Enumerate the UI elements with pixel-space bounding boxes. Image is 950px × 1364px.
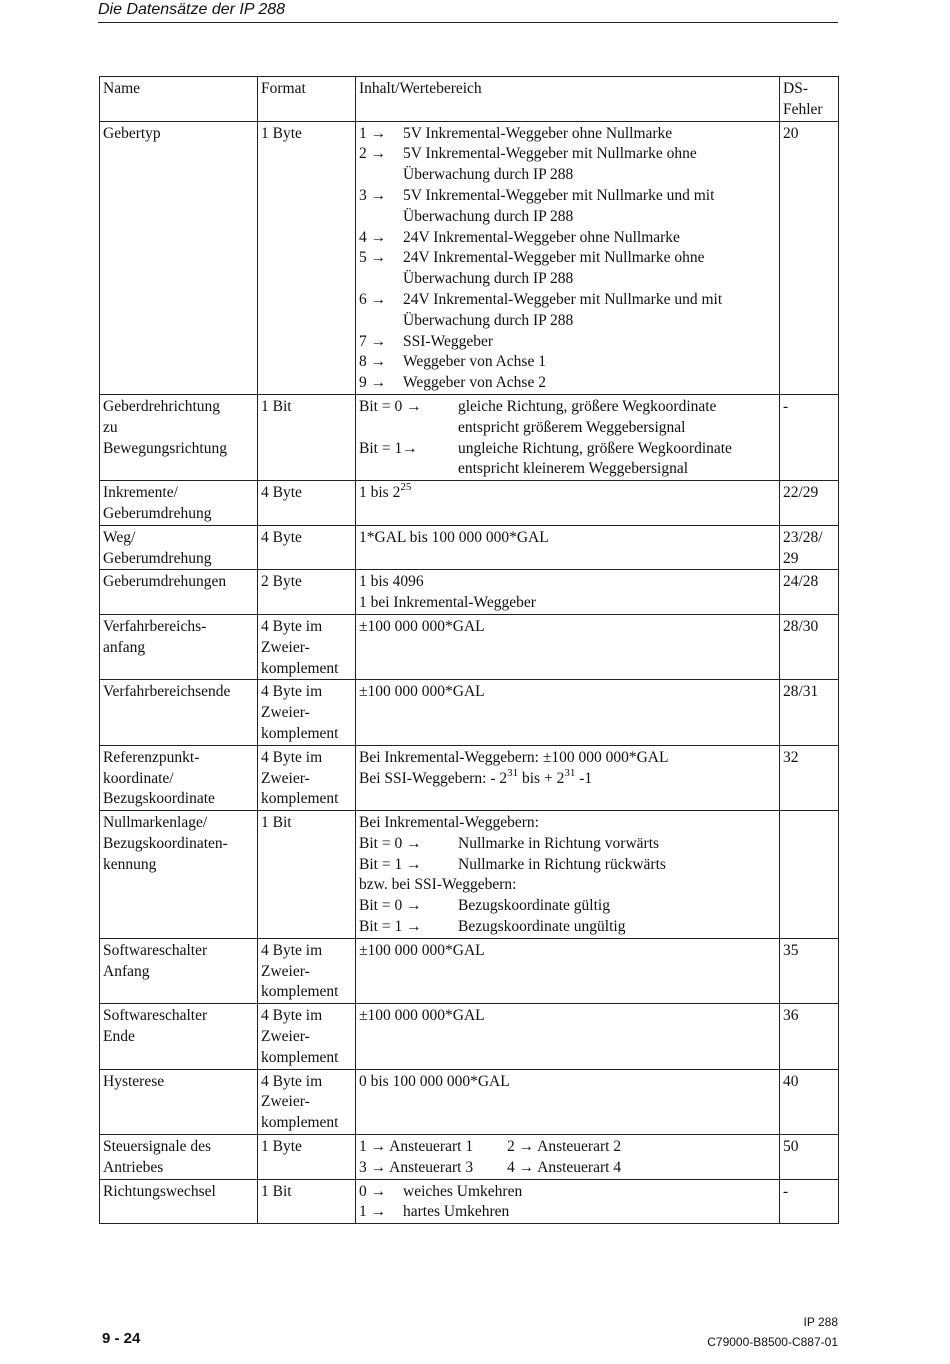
cell-format: 4 Byte im Zweier- komplement (258, 1004, 356, 1069)
table-row (100, 1069, 839, 1134)
table-row (100, 481, 839, 526)
cell-format: 4 Byte im Zweier- komplement (258, 614, 356, 679)
header-rule (98, 22, 838, 23)
footer-doc-number: C79000-B8500-C887-01 (707, 1335, 838, 1349)
column-header-ds-error (780, 77, 839, 122)
cell-name: Geberumdrehungen (100, 570, 258, 615)
cell-format: 1 Byte (258, 121, 356, 394)
cell-content: 1 → 5V Inkremental-Weggeber ohne Nullmarke 2 → 5V Inkremental-Weggeber mit Nullmarke ohne Überwachung durch IP 288 3 → 5V Inkremental-Weggeber mit Nullmarke und mit Überwachung durch IP 288 4 → 24V Inkremental-Weggeber ohne Nullmarke 5 → 24V Inkremental-Weggeber mit Nullmarke ohne Überwachung durch IP 288 6 → 24V Inkremental-Weggeber mit Nullmarke und mit Überwachung durch IP 288 7 → SSI-Weggeber 8 → Weggeber von Achse 1 9 → Weggeber von Achse 2 (356, 121, 780, 394)
cell-name: Referenzpunkt- koordinate/ Bezugskoordinate (100, 745, 258, 810)
cell-content: 1 bis 4096 1 bei Inkremental-Weggeber (356, 570, 780, 615)
cell-format: 1 Byte (258, 1135, 356, 1180)
cell-ds-error (780, 811, 839, 939)
cell-format: 1 Bit (258, 1179, 356, 1224)
table-row (100, 614, 839, 679)
cell-content: Bei Inkremental-Weggebern: Bit = 0 → Nullmarke in Richtung vorwärts Bit = 1 → Nullmarke in Richtung rückwärts bzw. bei SSI-Weggebern: Bit = 0 → Bezugskoordinate gültig Bit = 1 → Bezugskoordinate ungültig (356, 811, 780, 939)
cell-name: Inkremente/ Geberumdrehung (100, 481, 258, 526)
cell-ds-error: 23/28/ 29 (780, 525, 839, 570)
column-header-content: Inhalt/Wertebereich (356, 77, 780, 122)
cell-content: ±100 000 000*GAL (356, 938, 780, 1003)
cell-ds-error: 28/31 (780, 680, 839, 745)
cell-name: Nullmarkenlage/ Bezugskoordinaten- kennung (100, 811, 258, 939)
cell-ds-error: 36 (780, 1004, 839, 1069)
cell-ds-error: 28/30 (780, 614, 839, 679)
cell-name: Gebertyp (100, 121, 258, 394)
cell-name: Verfahrbereichs- anfang (100, 614, 258, 679)
cell-ds-error: 32 (780, 745, 839, 810)
cell-ds-error: - (780, 1179, 839, 1224)
cell-name: Softwareschalter Ende (100, 1004, 258, 1069)
table-row (100, 1179, 839, 1224)
cell-format: 4 Byte (258, 481, 356, 526)
cell-name: Hysterese (100, 1069, 258, 1134)
cell-ds-error: 50 (780, 1135, 839, 1180)
page-header-title: Die Datensätze der IP 288 (98, 1, 286, 18)
cell-name: Softwareschalter Anfang (100, 938, 258, 1003)
cell-ds-error: 24/28 (780, 570, 839, 615)
cell-format: 4 Byte (258, 525, 356, 570)
cell-content: Bei Inkremental-Weggebern: ±100 000 000*GAL Bei SSI-Weggebern: - $2^{31}$ bis + $2^{31}$ -1 (356, 745, 780, 810)
table-row (100, 745, 839, 810)
cell-ds-error: 22/29 (780, 481, 839, 526)
cell-content: ±100 000 000*GAL (356, 614, 780, 679)
cell-name: Steuersignale des Antriebes (100, 1135, 258, 1180)
cell-name: Verfahrbereichsende (100, 680, 258, 745)
table-row (100, 1004, 839, 1069)
table-row (100, 570, 839, 615)
footer-document-info (707, 1312, 838, 1352)
footer-product: IP 288 (803, 1315, 838, 1329)
column-header-format: Format (258, 77, 356, 122)
column-header-ds-error-line: DS- (783, 80, 808, 97)
cell-content: 0 bis 100 000 000*GAL (356, 1069, 780, 1134)
cell-format: 2 Byte (258, 570, 356, 615)
table-row (100, 1135, 839, 1180)
table-row (100, 680, 839, 745)
cell-ds-error: 35 (780, 938, 839, 1003)
cell-format: 4 Byte im Zweier- komplement (258, 745, 356, 810)
cell-format: 1 Bit (258, 394, 356, 480)
table-row (100, 811, 839, 939)
footer-page-number: 9 - 24 (102, 1330, 141, 1347)
table-row (100, 394, 839, 480)
cell-content: 1*GAL bis 100 000 000*GAL (356, 525, 780, 570)
cell-content: ±100 000 000*GAL (356, 1004, 780, 1069)
cell-content: Bit = 0 → gleiche Richtung, größere Wegkoordinate entspricht größerem Weggebersignal Bit = 1→ ungleiche Richtung, größere Wegkoordinate entspricht kleinerem Weggebersignal (356, 394, 780, 480)
column-header-name: Name (100, 77, 258, 122)
cell-ds-error: 20 (780, 121, 839, 394)
table-header-row (100, 77, 839, 122)
column-header-ds-error-line: Fehler (783, 100, 823, 118)
table-row (100, 121, 839, 394)
cell-name: Weg/ Geberumdrehung (100, 525, 258, 570)
table-row (100, 525, 839, 570)
cell-format: 1 Bit (258, 811, 356, 939)
cell-ds-error: 40 (780, 1069, 839, 1134)
table-row (100, 938, 839, 1003)
cell-content: 1 → Ansteuerart 1 2 → Ansteuerart 2 3 → Ansteuerart 3 4 → Ansteuerart 4 (356, 1135, 780, 1180)
cell-name: Geberdrehrichtung zu Bewegungsrichtung (100, 394, 258, 480)
cell-name: Richtungswechsel (100, 1179, 258, 1224)
data-record-table (99, 76, 839, 1224)
cell-ds-error: - (780, 394, 839, 480)
cell-content: 1 bis $2^{25}$ (356, 481, 780, 526)
cell-content: 0 → weiches Umkehren 1 → hartes Umkehren (356, 1179, 780, 1224)
cell-content: ±100 000 000*GAL (356, 680, 780, 745)
cell-format: 4 Byte im Zweier- komplement (258, 938, 356, 1003)
cell-format: 4 Byte im Zweier- komplement (258, 1069, 356, 1134)
cell-format: 4 Byte im Zweier- komplement (258, 680, 356, 745)
